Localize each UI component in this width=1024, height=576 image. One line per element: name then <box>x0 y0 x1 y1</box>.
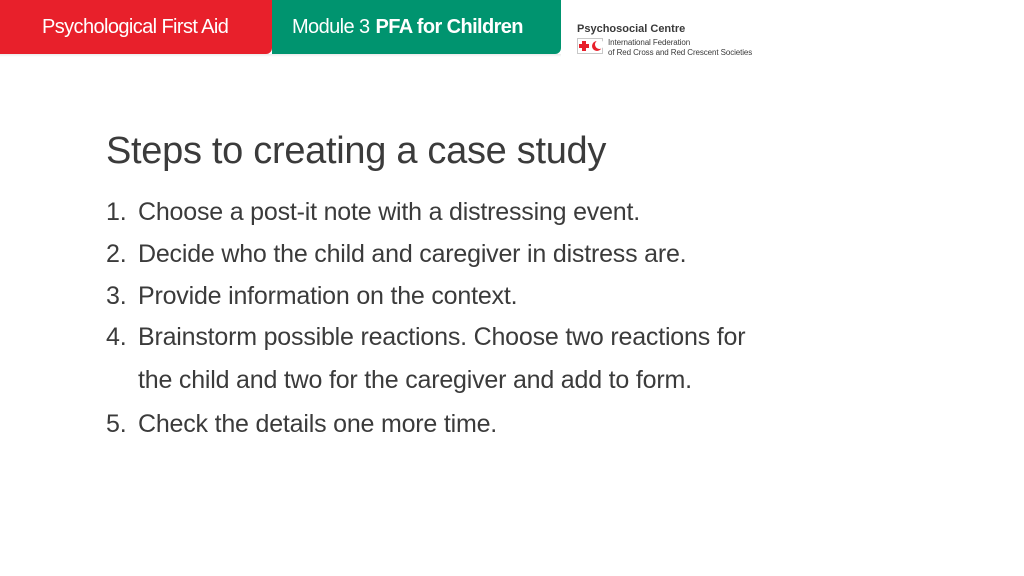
header-shadow <box>0 54 561 57</box>
step-number: 1. <box>106 198 127 226</box>
logo-title: Psychosocial Centre <box>577 23 686 35</box>
header-tab-label: Psychological First Aid <box>42 15 229 38</box>
psychosocial-centre-logo <box>577 23 777 59</box>
red-cross-icon <box>578 39 590 53</box>
step-item <box>106 282 517 311</box>
step-item <box>106 410 497 439</box>
step-number: 3. <box>106 282 127 310</box>
step-text: Choose a post-it note with a distressing event. <box>138 198 640 226</box>
step-item <box>106 198 640 227</box>
step-item <box>106 240 686 269</box>
step-number: 4. <box>106 323 127 351</box>
step-text: Provide information on the context. <box>138 282 518 310</box>
step-number: 5. <box>106 410 127 438</box>
logo-line-2: of Red Cross and Red Crescent Societies <box>608 48 753 57</box>
red-crescent-icon <box>590 39 602 53</box>
header-tab-psychological-first-aid <box>0 0 272 54</box>
step-text: Check the details one more time. <box>138 410 498 438</box>
module-name: PFA for Children <box>375 15 523 38</box>
step-text: Decide who the child and caregiver in distress are. <box>138 240 687 268</box>
step-text: Brainstorm possible reactions. Choose two reactions for <box>138 323 746 351</box>
logo-line-1: International Federation <box>608 38 691 47</box>
step-number: 2. <box>106 240 127 268</box>
slide-title: Steps to creating a case study <box>106 130 607 172</box>
header-tab-module <box>272 0 561 54</box>
step-text-continuation: the child and two for the caregiver and add to form. <box>138 366 692 394</box>
red-cross-red-crescent-icon <box>577 38 603 54</box>
module-label: Module 3 <box>292 15 370 38</box>
step-item <box>106 323 746 394</box>
